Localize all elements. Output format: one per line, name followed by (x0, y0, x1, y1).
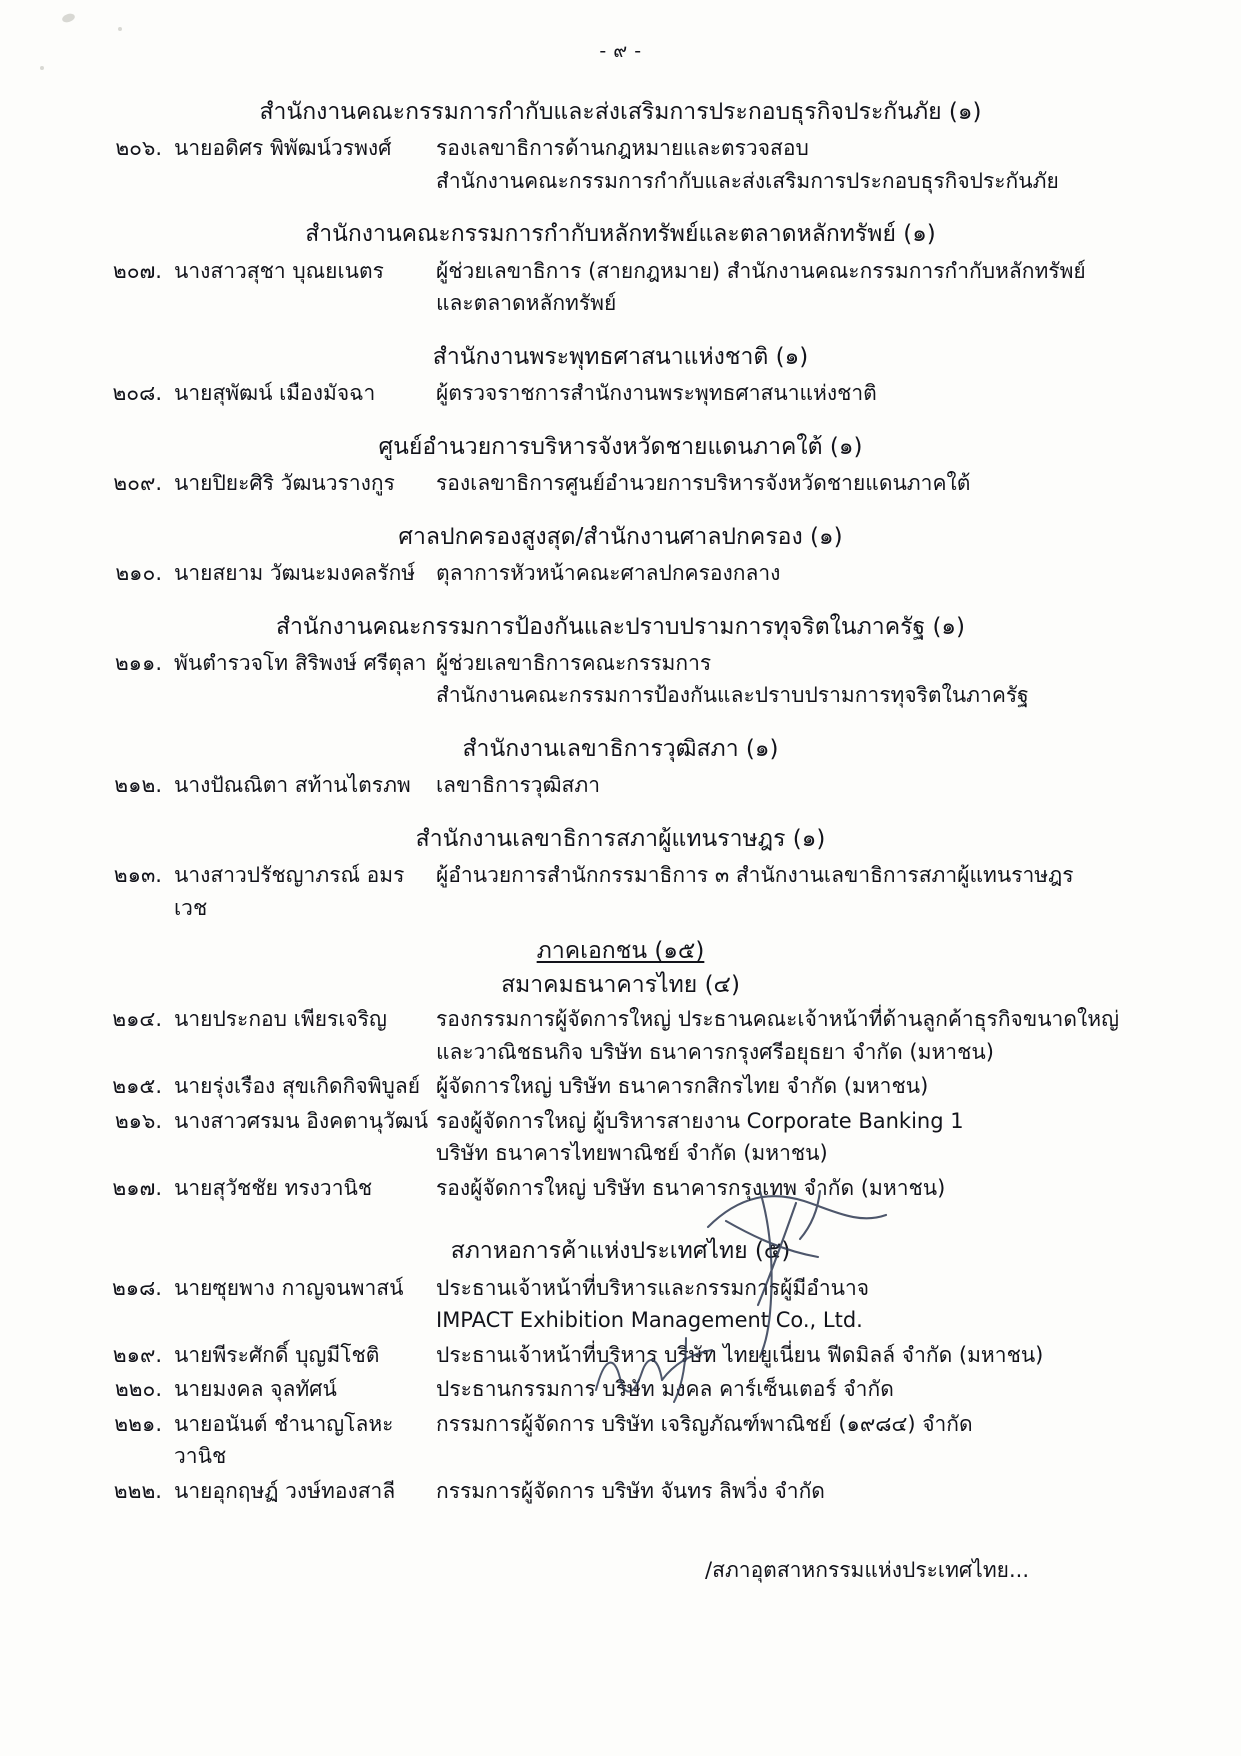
item-position (436, 255, 1241, 320)
section-heading: สภาหอการค้าแห่งประเทศไทย (๕) (450, 1238, 791, 1265)
item-position (436, 1475, 1241, 1508)
item-name: นางสาวปรัชญาภรณ์ อมรเวช (174, 863, 405, 920)
item-name: นางสาวสุชา บุณยเนตร (174, 258, 384, 283)
item-number: ๒๐๙. (113, 471, 162, 496)
item-name: นายรุ่งเรือง สุขเกิดกิจพิบูลย์ (174, 1074, 421, 1099)
list-item (0, 556, 1241, 591)
item-position (436, 769, 1241, 802)
scan-artifact (118, 27, 122, 31)
list-item (0, 1474, 1241, 1509)
section-heading: ศูนย์อำนวยการบริหารจังหวัดชายแดนภาคใต้ (๑) (378, 433, 863, 460)
item-number: ๒๑๒. (114, 773, 162, 798)
list-item (0, 131, 1241, 198)
position-line-2: สำนักงานคณะกรรมการกำกับและส่งเสริมการประกอบธุรกิจประกันภัย (436, 168, 1059, 193)
page-number: - ๙ - (599, 40, 642, 62)
position-line-1: เลขาธิการวุฒิสภา (436, 773, 601, 798)
item-number: ๒๒๐. (114, 1377, 162, 1402)
item-number: ๒๑๘. (111, 1275, 162, 1300)
list-item (0, 376, 1241, 411)
item-name: นายมงคล จุลทัศน์ (174, 1377, 337, 1402)
item-position (436, 467, 1241, 500)
item-number: ๒๑๙. (112, 1342, 162, 1367)
item-position (436, 557, 1241, 590)
section-heading: สำนักงานเลขาธิการสภาผู้แทนราษฎร (๑) (415, 825, 826, 852)
item-name: นายอดิศร พิพัฒน์วรพงศ์ (174, 136, 392, 161)
item-position (436, 1373, 1241, 1406)
item-number: ๒๐๖. (115, 136, 162, 161)
section-heading: สมาคมธนาคารไทย (๔) (501, 971, 740, 998)
position-line-1: ผู้ตรวจราชการสำนักงานพระพุทธศาสนาแห่งชาติ (436, 381, 877, 406)
position-line-1: รองผู้จัดการใหญ่ บริษัท ธนาคารกรุงเทพ จำกัด (มหาชน) (436, 1175, 946, 1200)
list-item (0, 466, 1241, 501)
item-name: พันตำรวจโท สิริพงษ์ ศรีตุลา (174, 650, 427, 675)
item-position (436, 132, 1241, 197)
position-line-1: ผู้อำนวยการสำนักกรรมาธิการ ๓ สำนักงานเลขาธิการสภาผู้แทนราษฎร (436, 863, 1074, 888)
item-position (436, 1070, 1241, 1103)
private-sector-heading: ภาคเอกชน (๑๕) (536, 938, 705, 965)
item-name: นายประกอบ เพียรเจริญ (174, 1007, 387, 1031)
item-number: ๒๑๗. (112, 1175, 162, 1200)
item-number: ๒๑๓. (113, 863, 162, 888)
item-number: ๒๑๐. (115, 561, 162, 585)
item-number: ๒๐๘. (112, 381, 162, 406)
list-item (0, 1338, 1241, 1373)
item-name: นายปิยะศิริ วัฒนวรางกูร (174, 471, 395, 496)
list-item (0, 1271, 1241, 1338)
position-line-1: รองเลขาธิการด้านกฎหมายและตรวจสอบ (436, 136, 809, 161)
section-heading: สำนักงานคณะกรรมการป้องกันและปราบปรามการทุจริตในภาครัฐ (๑) (275, 613, 966, 640)
item-number: ๒๑๔. (112, 1007, 162, 1031)
position-line-1: กรรมการผู้จัดการ บริษัท เจริญภัณฑ์พาณิชย์ (๑๙๘๔) จำกัด (436, 1411, 973, 1436)
position-line-1: ประธานเจ้าหน้าที่บริหารและกรรมการผู้มีอำนาจ (436, 1275, 870, 1300)
section-heading: สำนักงานเลขาธิการวุฒิสภา (๑) (462, 735, 779, 762)
item-name: นายซุยพาง กาญจนพาสน์ (174, 1275, 404, 1300)
list-item (0, 1002, 1241, 1069)
position-line-1: ผู้จัดการใหญ่ บริษัท ธนาคารกสิกรไทย จำกัด (มหาชน) (436, 1074, 929, 1099)
position-line-2: บริษัท ธนาคารไทยพาณิชย์ จำกัด (มหาชน) (436, 1141, 828, 1166)
item-position (436, 1339, 1241, 1372)
position-line-1: รองกรรมการผู้จัดการใหญ่ ประธานคณะเจ้าหน้าที่ด้านลูกค้าธุรกิจขนาดใหญ่ (436, 1007, 1119, 1031)
continuation-note: /สภาอุตสาหกรรมแห่งประเทศไทย... (705, 1558, 1029, 1583)
item-number: ๒๑๕. (112, 1074, 162, 1099)
item-name: นายสุวัชชัย ทรงวานิช (174, 1175, 373, 1200)
position-line-1: ผู้ช่วยเลขาธิการ (สายกฎหมาย) สำนักงานคณะกรรมการกำกับหลักทรัพย์ (436, 258, 1086, 283)
item-position (436, 859, 1241, 892)
item-position (436, 647, 1241, 712)
list-item (0, 1407, 1241, 1474)
scan-artifact (40, 66, 44, 70)
item-position (436, 377, 1241, 410)
position-line-2: และตลาดหลักทรัพย์ (436, 291, 617, 316)
section-heading: สำนักงานพระพุทธศาสนาแห่งชาติ (๑) (432, 343, 809, 370)
position-line-2: IMPACT Exhibition Management Co., Ltd. (436, 1308, 863, 1333)
position-line-1: ประธานเจ้าหน้าที่บริหาร บริษัท ไทยยูเนี่ยน ฟีดมิลล์ จำกัด (มหาชน) (436, 1342, 1044, 1367)
item-name: นายอุกฤษฏ์ วงษ์ทองสาลี (174, 1478, 396, 1503)
position-line-1: รองผู้จัดการใหญ่ ผู้บริหารสายงาน Corporate Banking 1 (436, 1108, 964, 1133)
item-position (436, 1408, 1241, 1441)
item-name: นางสาวศรมน อิงคตานุวัฒน์ (174, 1108, 429, 1133)
item-number: ๒๐๗. (112, 258, 162, 283)
list-item (0, 1372, 1241, 1407)
list-item (0, 858, 1241, 925)
section-heading: สำนักงานคณะกรรมการกำกับหลักทรัพย์และตลาดหลักทรัพย์ (๑) (305, 221, 936, 248)
position-line-1: ประธานกรรมการ บริษัท มงคล คาร์เซ็นเตอร์ จำกัด (436, 1377, 894, 1402)
item-name: นายสุพัฒน์ เมืองมัจฉา (174, 381, 376, 406)
list-item (0, 254, 1241, 321)
position-line-1: กรรมการผู้จัดการ บริษัท จันทร ลิพวิ่ง จำกัด (436, 1478, 825, 1503)
position-line-1: ผู้ช่วยเลขาธิการคณะกรรมการ (436, 650, 712, 675)
list-item (0, 1171, 1241, 1206)
item-name: นายพีระศักดิ์ บุญมีโชติ (174, 1342, 380, 1367)
list-item (0, 1069, 1241, 1104)
item-position (436, 1272, 1241, 1337)
item-name: นางปัณณิตา สท้านไตรภพ (174, 773, 411, 798)
item-number: ๒๑๑. (114, 650, 162, 675)
position-line-2: สำนักงานคณะกรรมการป้องกันและปราบปรามการทุจริตในภาครัฐ (436, 683, 1029, 708)
item-position (436, 1105, 1241, 1170)
item-name: นายอนันต์ ชำนาญโลหะวานิช (174, 1411, 394, 1469)
position-line-1: รองเลขาธิการศูนย์อำนวยการบริหารจังหวัดชายแดนภาคใต้ (436, 471, 971, 496)
item-position (436, 1172, 1241, 1205)
item-number: ๒๒๑. (114, 1411, 162, 1436)
item-number: ๒๒๒. (113, 1478, 162, 1503)
section-heading: สำนักงานคณะกรรมการกำกับและส่งเสริมการประกอบธุรกิจประกันภัย (๑) (259, 99, 982, 125)
position-line-1: ตุลาการหัวหน้าคณะศาลปกครองกลาง (436, 561, 781, 585)
list-item (0, 768, 1241, 803)
list-item (0, 1104, 1241, 1171)
position-line-2: และวาณิชธนกิจ บริษัท ธนาคารกรุงศรีอยุธยา จำกัด (มหาชน) (436, 1039, 994, 1064)
section-heading: ศาลปกครองสูงสุด/สำนักงานศาลปกครอง (๑) (398, 523, 843, 550)
list-item (0, 646, 1241, 713)
document-body (0, 96, 1241, 1587)
item-name: นายสยาม วัฒนะมงคลรักษ์ (174, 561, 416, 585)
item-number: ๒๑๖. (114, 1108, 162, 1133)
item-position (436, 1003, 1241, 1068)
scan-artifact (61, 12, 76, 24)
